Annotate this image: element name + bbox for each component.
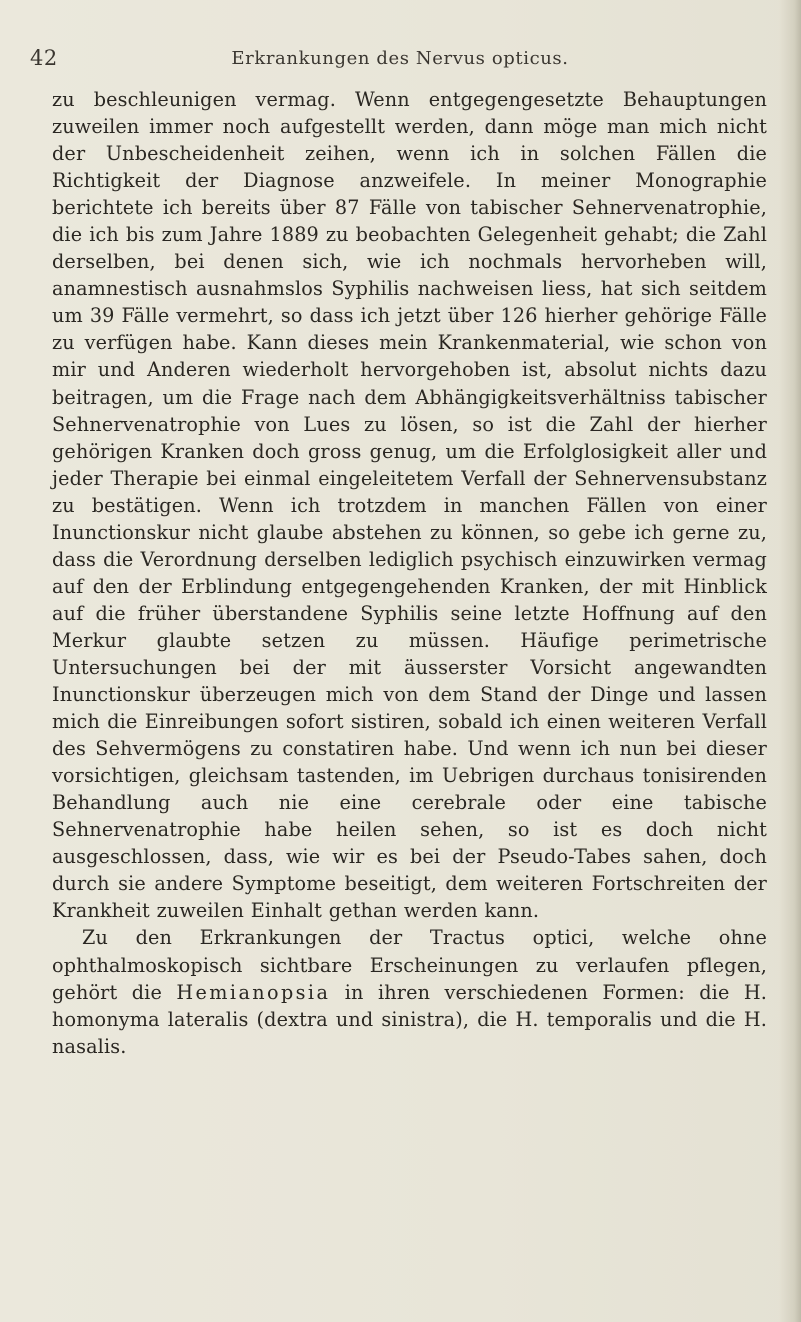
paragraph-1: zu beschleunigen vermag. Wenn entgegengesetzte Behauptungen zuweilen immer noch aufgestellt werden, dann möge man mich nicht der Unbescheidenheit zeihen, wenn ich in solchen Fällen die Richtigkeit der Diagnose anzweifele. In meiner Monographie berichtete ich bereits über 87 Fälle von tabischer Sehnervenatrophie, die ich bis zum Jahre 1889 zu beobachten Gelegenheit gehabt; die Zahl derselben, bei denen sich, wie ich nochmals hervorheben will, anamnestisch ausnahmslos Syphilis nachweisen liess, hat sich seitdem um 39 Fälle vermehrt, so dass ich jetzt über 126 hierher gehörige Fälle zu verfügen habe. Kann dieses mein Krankenmaterial, wie schon von mir und Anderen wiederholt hervorgehoben ist, absolut nichts dazu beitragen, um die Frage nach dem Abhängigkeitsverhältniss tabischer Sehnervenatrophie von Lues zu lösen, so ist die Zahl der hierher gehörigen Kranken doch gross genug, um die Erfolglosigkeit aller und jeder Therapie bei einmal eingeleitetem Verfall der Sehnervensubstanz zu bestätigen. Wenn ich trotzdem in manchen Fällen von einer Inunctionskur nicht glaube abstehen zu können, so gebe ich gerne zu, dass die Verordnung derselben lediglich psychisch einzuwirken vermag auf den der Erblindung entgegengehenden Kranken, der mit Hinblick auf die früher überstandene Syphilis seine letzte Hoffnung auf den Merkur glaubte setzen zu müssen. Häufige perimetrische Untersuchungen bei der mit äusserster Vorsicht angewandten Inunctionskur überzeugen mich von dem Stand der Dinge und lassen mich die Einreibungen sofort sistiren, sobald ich einen weiteren Verfall des Sehvermögens zu constatiren habe. Und wenn ich nun bei dieser vorsichtigen, gleichsam tastenden, im Uebrigen durchaus tonisirenden Behandlung auch nie eine cerebrale oder eine tabische Sehnervenatrophie habe heilen sehen, so ist es doch nicht ausgeschlossen, dass, wie wir es bei der Pseudo-Tabes sahen, doch durch sie andere Symptome beseitigt, dem weiteren Fortschreiten der Krankheit zuweilen Einhalt gethan werden kann. — [52, 88, 767, 923]
paragraph-2-before: Zu den Erkrankungen der Tractus optici, welche ohne ophthalmoskopisch sichtbare Erscheinungen zu verlaufen pflegen, gehört die — [52, 926, 767, 1004]
running-title: Erkrankungen des Nervus opticus. — [231, 48, 569, 69]
page-edge-shadow — [779, 0, 801, 1322]
page-body — [52, 86, 767, 1060]
emphasized-term: Hemianopsia — [176, 980, 331, 1004]
paragraph-2-after: in ihren verschiedenen Formen: die H. homonyma lateralis (dextra und sinistra), die H. temporalis und die H. nasalis. — [52, 980, 768, 1058]
page-number: 42 — [30, 46, 58, 70]
page-header — [30, 46, 770, 76]
paragraph-2 — [52, 924, 767, 1059]
